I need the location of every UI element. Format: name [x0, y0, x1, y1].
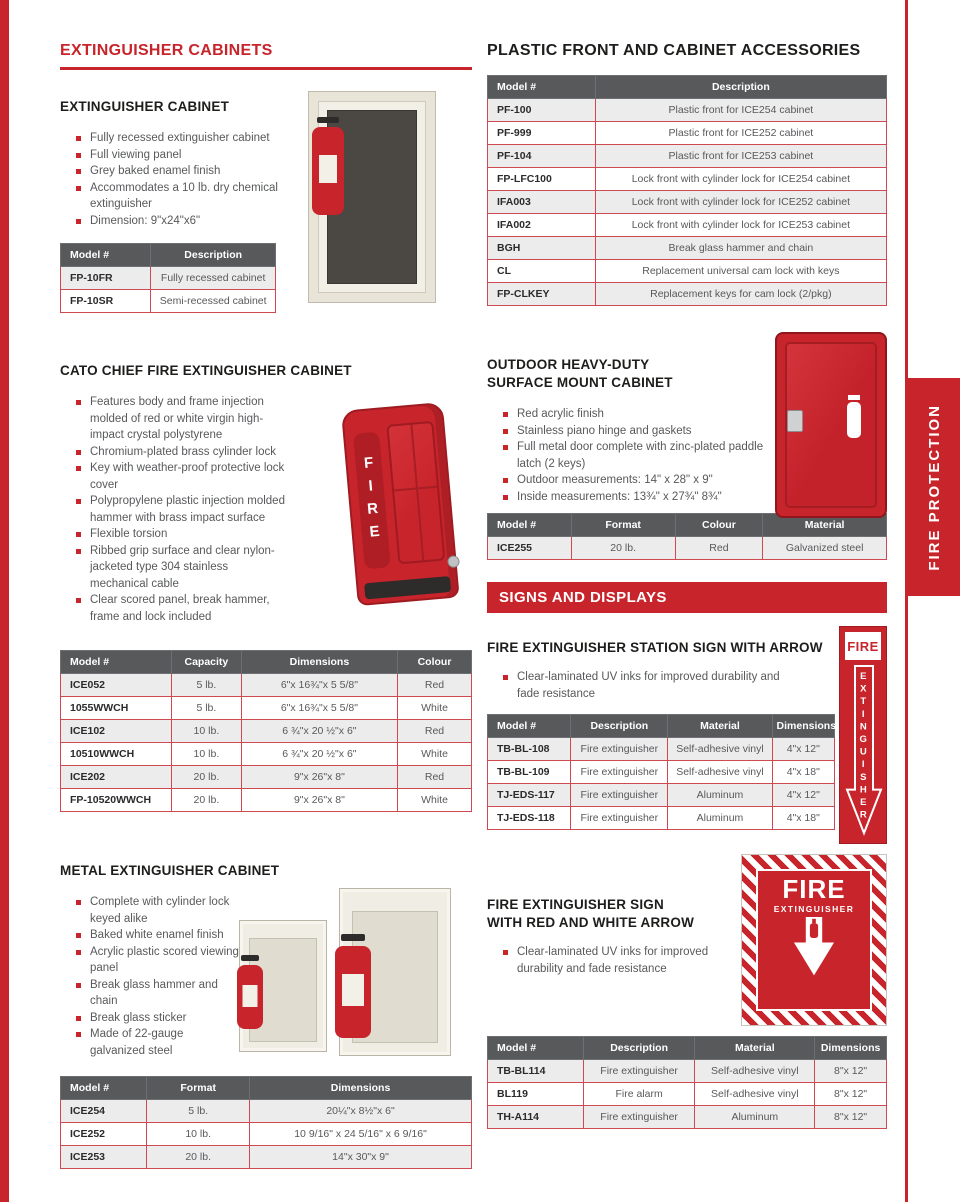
data-cell: 5 lb.: [171, 674, 241, 697]
model-cell: ICE253: [61, 1146, 147, 1169]
column-header: Dimensions: [815, 1037, 887, 1060]
sign-fire-text: FIRE: [782, 874, 846, 904]
outdoor-cabinet-body: [775, 332, 887, 518]
bullet-square-icon: [76, 900, 81, 905]
model-cell: 10510WWCH: [61, 743, 172, 766]
extinguisher-label: [243, 985, 258, 1007]
model-cell: ICE102: [61, 720, 172, 743]
data-cell: Red: [675, 537, 763, 560]
product-title-red-white-sign: FIRE EXTINGUISHER SIGN WITH RED AND WHITE ARROW: [487, 897, 695, 930]
red-white-sign-table: [487, 1036, 887, 1129]
model-cell: TJ-EDS-117: [488, 784, 571, 807]
model-cell: ICE252: [61, 1123, 147, 1146]
data-cell: 20 lb.: [147, 1146, 250, 1169]
data-cell: Lock front with cylinder lock for ICE254 cabinet: [595, 168, 886, 191]
table-row: [488, 537, 887, 560]
model-cell: TB-BL114: [488, 1060, 584, 1083]
paddle-latch: [787, 410, 803, 432]
data-cell: Aluminum: [695, 1106, 815, 1129]
table-row: [488, 191, 887, 214]
data-cell: 10 lb.: [171, 743, 241, 766]
column-header: Material: [695, 1037, 815, 1060]
data-cell: Fire extinguisher: [571, 738, 668, 761]
accessories-block: [487, 42, 887, 306]
data-cell: Fire extinguisher: [571, 761, 668, 784]
feature-text: Break glass hammer and chain: [90, 978, 218, 1007]
table-row: [488, 1060, 887, 1083]
data-cell: 10 lb.: [147, 1123, 250, 1146]
right-column: [487, 42, 887, 1129]
model-cell: ICE202: [61, 766, 172, 789]
feature-text: Full metal door complete with zinc-plated paddle latch (2 keys): [517, 441, 764, 470]
feature-item: [76, 927, 241, 944]
table-row: [61, 720, 472, 743]
feature-item: [76, 944, 241, 977]
model-cell: IFA003: [488, 191, 596, 214]
data-cell: Red: [398, 674, 472, 697]
feature-text: Ribbed grip surface and clear nylon-jacketed type 304 stainless mechanical cable: [90, 544, 275, 590]
table-row: [61, 290, 276, 313]
bullet-square-icon: [76, 400, 81, 405]
cabinet-viewing-panel: [327, 110, 417, 284]
table-row: [488, 99, 887, 122]
recessed-cabinet-image: [308, 91, 436, 303]
model-cell: PF-100: [488, 99, 596, 122]
feature-item: [76, 1010, 241, 1027]
table-row: [488, 784, 835, 807]
feature-text: Baked white enamel finish: [90, 929, 224, 941]
station-sign-block: [487, 639, 887, 830]
data-cell: 6 ¾"x 20 ½"x 6": [241, 743, 397, 766]
column-header: Material: [763, 514, 887, 537]
bullet-square-icon: [76, 450, 81, 455]
column-header: Description: [583, 1037, 695, 1060]
model-cell: ICE254: [61, 1100, 147, 1123]
section-title-underline: [60, 67, 472, 70]
data-cell: Replacement universal cam lock with keys: [595, 260, 886, 283]
feature-text: Acrylic plastic scored viewing panel: [90, 945, 239, 974]
extinguisher-label: [319, 155, 337, 183]
table-row: [61, 766, 472, 789]
banner-label: SIGNS AND DISPLAYS: [499, 589, 667, 606]
feature-list: [487, 944, 753, 977]
bullet-square-icon: [76, 136, 81, 141]
data-cell: Plastic front for ICE252 cabinet: [595, 122, 886, 145]
feature-list: [487, 406, 775, 505]
model-cell: FP-10520WWCH: [61, 789, 172, 812]
feature-item: [503, 423, 775, 440]
data-cell: 4"x 12": [772, 738, 834, 761]
data-cell: Red: [398, 720, 472, 743]
cato-table: [60, 650, 472, 812]
data-cell: 4"x 18": [772, 807, 834, 830]
data-cell: Galvanized steel: [763, 537, 887, 560]
feature-text: Full viewing panel: [90, 148, 182, 161]
outdoor-cabinet-image: [775, 332, 887, 518]
model-cell: TH-A114: [488, 1106, 584, 1129]
left-red-bar: [0, 0, 9, 1202]
feature-text: Dimension: 9"x24"x6": [90, 214, 201, 227]
data-cell: 20 lb.: [171, 766, 241, 789]
right-red-rule: [905, 0, 908, 1202]
data-cell: 5 lb.: [171, 697, 241, 720]
cato-cabinet-image: [332, 402, 470, 614]
fire-protection-side-tab: [908, 378, 960, 596]
data-cell: 6"x 16¾"x 5 5/8": [241, 674, 397, 697]
column-header: Model #: [61, 244, 151, 267]
feature-item: [503, 944, 753, 977]
model-cell: FP-10SR: [61, 290, 151, 313]
model-cell: FP-10FR: [61, 267, 151, 290]
data-cell: Fire extinguisher: [571, 784, 668, 807]
table-row: [488, 168, 887, 191]
cato-fire-text: FIRE: [359, 453, 385, 548]
data-cell: 8"x 12": [815, 1083, 887, 1106]
sign-fire-text: FIRE: [847, 638, 879, 654]
feature-item: [76, 147, 316, 164]
feature-text: Clear scored panel, break hammer, frame and lock included: [90, 594, 270, 623]
feature-item: [76, 394, 286, 444]
data-cell: 5 lb.: [147, 1100, 250, 1123]
red-white-sign-image: [741, 854, 887, 1026]
feature-item: [76, 526, 286, 543]
metal-cabinet-block: [60, 862, 472, 1169]
feature-text: Made of 22-gauge galvanized steel: [90, 1028, 184, 1057]
data-cell: Semi-recessed cabinet: [151, 290, 276, 313]
extinguisher-handle: [341, 934, 365, 941]
cato-chief-block: [60, 362, 472, 812]
cabinet-viewing-panel: [352, 911, 438, 1044]
table-row: [61, 674, 472, 697]
metal-cabinets-image: [227, 884, 465, 1060]
model-cell: PF-999: [488, 122, 596, 145]
feature-item: [503, 472, 775, 489]
column-header: Description: [571, 715, 668, 738]
table-row: [488, 283, 887, 306]
table-row: [488, 738, 835, 761]
decal-handle: [848, 395, 860, 400]
table-row: [488, 122, 887, 145]
feature-item: [76, 180, 316, 213]
data-cell: 8"x 12": [815, 1060, 887, 1083]
feature-text: Clear-laminated UV inks for improved durability and fade resistance: [517, 946, 709, 975]
data-cell: Replacement keys for cam lock (2/pkg): [595, 283, 886, 306]
column-header: Model #: [488, 1037, 584, 1060]
data-cell: Plastic front for ICE253 cabinet: [595, 145, 886, 168]
extinguisher-handle: [241, 955, 259, 961]
bullet-square-icon: [76, 186, 81, 191]
model-cell: TB-BL-109: [488, 761, 571, 784]
side-tab-label: FIRE PROTECTION: [925, 403, 943, 571]
station-sign-image: [839, 626, 887, 844]
bullet-square-icon: [76, 466, 81, 471]
sign-vertical-letters: EXTINGUISHER: [857, 671, 869, 823]
product-title-extinguisher-cabinet: EXTINGUISHER CABINET: [60, 99, 230, 114]
bullet-square-icon: [503, 950, 508, 955]
data-cell: White: [398, 743, 472, 766]
column-header: Dimensions: [250, 1077, 472, 1100]
cato-cabinet-tilted: [323, 400, 479, 623]
bullet-square-icon: [76, 950, 81, 955]
data-cell: 10 9/16" x 24 5/16" x 6 9/16": [250, 1123, 472, 1146]
column-header: Dimensions: [772, 715, 834, 738]
model-cell: BGH: [488, 237, 596, 260]
feature-text: Outdoor measurements: 14" x 28" x 9": [517, 474, 713, 486]
data-cell: Self-adhesive vinyl: [668, 738, 772, 761]
data-cell: 10 lb.: [171, 720, 241, 743]
model-cell: CL: [488, 260, 596, 283]
feature-list: [487, 669, 803, 702]
product-title-outdoor-cabinet: OUTDOOR HEAVY-DUTY SURFACE MOUNT CABINET: [487, 357, 673, 390]
small-metal-cabinet: [239, 920, 327, 1052]
feature-list: [60, 130, 316, 229]
table-header-row: [488, 1037, 887, 1060]
section-title-accessories: PLASTIC FRONT AND CABINET ACCESSORIES: [487, 42, 861, 59]
data-cell: 9"x 26"x 8": [241, 766, 397, 789]
bullet-square-icon: [76, 1016, 81, 1021]
cato-fire-strip: [353, 432, 391, 570]
feature-text: Accommodates a 10 lb. dry chemical extinguisher: [90, 181, 278, 210]
feature-item: [76, 460, 286, 493]
table-row: [61, 1100, 472, 1123]
red-white-sign-block: [487, 874, 887, 1129]
table-header-row: [61, 244, 276, 267]
column-header: Dimensions: [241, 651, 397, 674]
extinguisher-label: [342, 974, 364, 1006]
column-header: Model #: [61, 1077, 147, 1100]
feature-list: [60, 394, 286, 642]
column-header: Model #: [61, 651, 172, 674]
left-column: [60, 42, 472, 1169]
cabinet-door: [318, 101, 426, 293]
data-cell: Self-adhesive vinyl: [668, 761, 772, 784]
column-header: Model #: [488, 715, 571, 738]
extinguisher-decal: [843, 392, 865, 442]
column-header: Description: [595, 76, 886, 99]
feature-list: [60, 894, 241, 1064]
station-sign-table: [487, 714, 835, 830]
data-cell: 8"x 12": [815, 1106, 887, 1129]
feature-item: [503, 406, 775, 423]
model-cell: TB-BL-108: [488, 738, 571, 761]
signs-displays-banner: [487, 582, 887, 613]
data-cell: 4"x 12": [772, 784, 834, 807]
model-cell: TJ-EDS-118: [488, 807, 571, 830]
feature-text: Polypropylene plastic injection molded hammer with brass impact surface: [90, 495, 285, 524]
data-cell: Red: [398, 766, 472, 789]
feature-item: [76, 592, 286, 625]
data-cell: White: [398, 789, 472, 812]
decal-body: [847, 402, 861, 438]
data-cell: Fire alarm: [583, 1083, 695, 1106]
feature-item: [76, 130, 316, 147]
feature-item: [503, 489, 775, 506]
cato-base: [364, 576, 451, 599]
feature-item: [76, 213, 316, 230]
feature-text: Stainless piano hinge and gaskets: [517, 424, 692, 437]
column-header: Format: [147, 1077, 250, 1100]
down-arrow-icon: [786, 917, 842, 979]
table-header-row: [61, 651, 472, 674]
feature-text: Grey baked enamel finish: [90, 165, 221, 177]
feature-text: Flexible torsion: [90, 528, 168, 540]
bullet-square-icon: [76, 598, 81, 603]
table-row: [488, 214, 887, 237]
feature-item: [76, 1026, 241, 1059]
feature-item: [503, 439, 775, 472]
data-cell: 6 ¾"x 20 ½"x 6": [241, 720, 397, 743]
feature-item: [76, 163, 316, 180]
extinguisher-handle: [317, 117, 339, 123]
feature-text: Key with weather-proof protective lock cover: [90, 462, 285, 491]
bullet-square-icon: [76, 153, 81, 158]
cato-cabinet-body: [341, 402, 460, 606]
table-row: [488, 807, 835, 830]
table-row: [61, 1123, 472, 1146]
column-header: Model #: [488, 76, 596, 99]
table-row: [61, 697, 472, 720]
bullet-square-icon: [76, 549, 81, 554]
table-row: [488, 761, 835, 784]
feature-text: Red acrylic finish: [517, 408, 604, 420]
cato-hammer-knob: [447, 555, 460, 568]
feature-item: [76, 894, 241, 927]
data-cell: Lock front with cylinder lock for ICE253 cabinet: [595, 214, 886, 237]
model-cell: FP-CLKEY: [488, 283, 596, 306]
data-cell: Self-adhesive vinyl: [695, 1060, 815, 1083]
feature-text: Inside measurements: 13¾" x 27¾" 8¾": [517, 490, 722, 503]
bullet-square-icon: [76, 1032, 81, 1037]
column-header: Material: [668, 715, 772, 738]
column-header: Description: [151, 244, 276, 267]
product-title-metal-cabinet: METAL EXTINGUISHER CABINET: [60, 863, 280, 878]
bullet-square-icon: [76, 933, 81, 938]
bullet-square-icon: [503, 429, 508, 434]
model-cell: ICE255: [488, 537, 572, 560]
table-header-row: [488, 715, 835, 738]
large-metal-cabinet: [339, 888, 451, 1056]
data-cell: 6"x 16¾"x 5 5/8": [241, 697, 397, 720]
table-row: [488, 237, 887, 260]
column-header: Colour: [398, 651, 472, 674]
sign-inner-panel: [756, 869, 872, 1011]
data-cell: Fire extinguisher: [571, 807, 668, 830]
feature-text: Fully recessed extinguisher cabinet: [90, 132, 270, 144]
table-row: [488, 1083, 887, 1106]
bullet-square-icon: [76, 983, 81, 988]
outdoor-cabinet-table: [487, 513, 887, 560]
cato-viewing-panel: [386, 421, 445, 565]
column-header: Model #: [488, 514, 572, 537]
feature-item: [503, 669, 803, 702]
table-row: [488, 260, 887, 283]
data-cell: 20 lb.: [171, 789, 241, 812]
model-cell: PF-104: [488, 145, 596, 168]
feature-item: [76, 444, 286, 461]
data-cell: Fire extinguisher: [583, 1060, 695, 1083]
table-row: [61, 1146, 472, 1169]
data-cell: 14"x 30"x 9": [250, 1146, 472, 1169]
bullet-square-icon: [503, 478, 508, 483]
data-cell: Break glass hammer and chain: [595, 237, 886, 260]
data-cell: 9"x 26"x 8": [241, 789, 397, 812]
model-cell: ICE052: [61, 674, 172, 697]
table-row: [488, 145, 887, 168]
table-row: [61, 743, 472, 766]
feature-item: [76, 493, 286, 526]
model-cell: BL119: [488, 1083, 584, 1106]
table-row: [61, 789, 472, 812]
feature-text: Features body and frame injection molded of red or white virgin high-impact crystal polystyrene: [90, 396, 264, 441]
column-header: Colour: [675, 514, 763, 537]
data-cell: White: [398, 697, 472, 720]
bullet-square-icon: [503, 412, 508, 417]
table-header-row: [488, 76, 887, 99]
sign-extinguisher-text: EXTINGUISHER: [773, 904, 855, 914]
model-cell: IFA002: [488, 214, 596, 237]
feature-text: Complete with cylinder lock keyed alike: [90, 896, 230, 925]
feature-item: [76, 977, 241, 1010]
column-header: Format: [571, 514, 675, 537]
feature-text: Chromium-plated brass cylinder lock: [90, 445, 276, 458]
bullet-square-icon: [76, 219, 81, 224]
section-title-extinguisher-cabinets: EXTINGUISHER CABINETS: [60, 42, 273, 59]
feature-text: Clear-laminated UV inks for improved durability and fade resistance: [517, 671, 780, 700]
table-row: [61, 267, 276, 290]
bullet-square-icon: [503, 675, 508, 680]
product-title-cato-chief: CATO CHIEF FIRE EXTINGUISHER CABINET: [60, 363, 352, 378]
table-header-row: [61, 1077, 472, 1100]
data-cell: Fully recessed cabinet: [151, 267, 276, 290]
model-cell: 1055WWCH: [61, 697, 172, 720]
table-row: [488, 1106, 887, 1129]
sign-fire-header: [845, 632, 881, 660]
data-cell: 20¼"x 8½"x 6": [250, 1100, 472, 1123]
data-cell: Plastic front for ICE254 cabinet: [595, 99, 886, 122]
recessed-cabinet-table: [60, 243, 276, 313]
bullet-square-icon: [503, 495, 508, 500]
cabinet-viewing-panel: [249, 938, 316, 1042]
bullet-square-icon: [76, 169, 81, 174]
cabinet-frame: [308, 91, 436, 303]
bullet-square-icon: [503, 445, 508, 450]
model-cell: FP-LFC100: [488, 168, 596, 191]
data-cell: 4"x 18": [772, 761, 834, 784]
bullet-square-icon: [76, 532, 81, 537]
metal-cabinet-table: [60, 1076, 472, 1169]
data-cell: Fire extinguisher: [583, 1106, 695, 1129]
extinguisher-cabinet-block: [60, 98, 472, 313]
data-cell: Lock front with cylinder lock for ICE252 cabinet: [595, 191, 886, 214]
bullet-square-icon: [76, 499, 81, 504]
data-cell: Aluminum: [668, 807, 772, 830]
accessories-table: [487, 75, 887, 306]
product-title-station-sign: FIRE EXTINGUISHER STATION SIGN WITH ARROW: [487, 640, 823, 655]
data-cell: 20 lb.: [571, 537, 675, 560]
feature-text: Break glass sticker: [90, 1011, 187, 1024]
feature-item: [76, 543, 286, 593]
column-header: Capacity: [171, 651, 241, 674]
outdoor-cabinet-block: [487, 356, 887, 560]
data-cell: Self-adhesive vinyl: [695, 1083, 815, 1106]
data-cell: Aluminum: [668, 784, 772, 807]
